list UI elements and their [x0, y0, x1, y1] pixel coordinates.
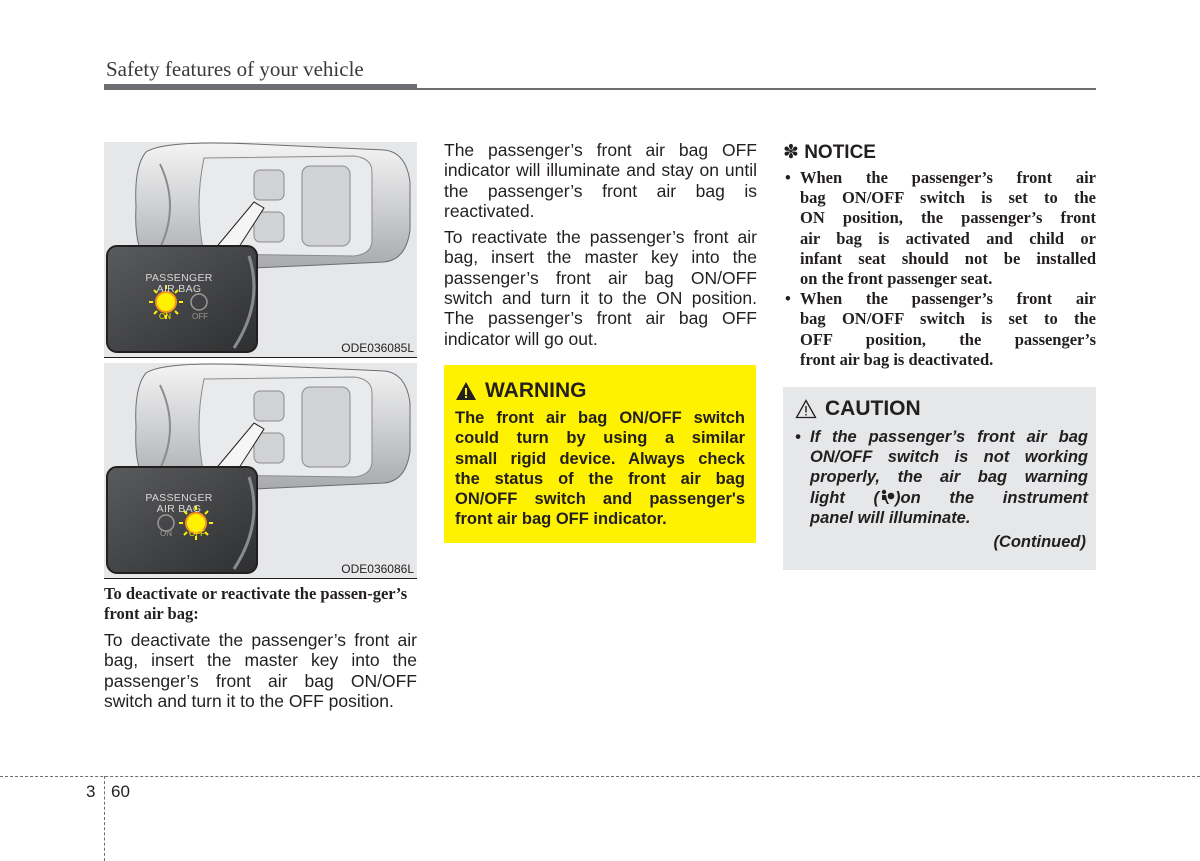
panel-label-line1: PASSENGER — [145, 272, 213, 284]
figure-airbag-off — [104, 363, 417, 578]
warning-box — [444, 365, 756, 543]
caution-line-part: light ( — [810, 488, 879, 507]
warning-line: The front air bag ON/OFF switch — [455, 409, 745, 427]
caution-triangle-icon — [795, 399, 817, 419]
bullet: • — [795, 428, 801, 446]
chapter-number: 3 — [86, 782, 96, 801]
on-label: ON — [159, 312, 171, 321]
on-label: ON — [160, 529, 172, 538]
figure-airbag-on — [104, 142, 417, 357]
warning-line: ON/OFF switch and passenger's — [455, 490, 745, 509]
deactivate-paragraph — [104, 630, 417, 717]
notice-line: OFF position, the passenger’s — [800, 329, 1096, 349]
caution-line-part: )on the instrument — [895, 488, 1089, 507]
caution-text — [793, 427, 1088, 528]
notice-line: bag ON/OFF switch is set to the — [800, 188, 1096, 208]
figure-rule — [104, 357, 417, 358]
notice-line: air bag is activated and child or — [800, 228, 1096, 248]
reactivate-section — [444, 140, 757, 355]
footer-dashed-divider — [104, 776, 105, 861]
warning-title — [455, 379, 587, 403]
on-indicator-lit-icon — [156, 292, 176, 312]
reactivate-paragraph: To reactivate the passenger’s front air bag, insert the master key into the passenger’s front air bag ON/OFF switch and turn it to the ON position. The passenger’s front air bag OFF indicator will go out. — [444, 227, 757, 349]
caution-line: ON/OFF switch is not working — [810, 448, 1088, 467]
caution-title-text: CAUTION — [825, 397, 921, 420]
header-rule-bar — [104, 84, 417, 90]
notice-title: ✽ NOTICE — [783, 142, 876, 163]
warning-line: could turn by using a similar — [455, 429, 745, 448]
bullet: • — [785, 168, 791, 187]
continued-label: (Continued) — [993, 533, 1086, 551]
figure-rule — [104, 578, 417, 579]
notice-list — [783, 168, 1096, 370]
panel-label-line1: PASSENGER — [145, 492, 213, 504]
caution-title — [795, 397, 921, 421]
figure-code: ODE036085L — [341, 341, 414, 355]
paragraph-text: To deactivate the passenger’s front air bag, insert the master key into the passenger’s front air bag ON/OFF switch and turn it to the OFF position. — [104, 630, 417, 711]
panel-label-line2: AIR BAG — [156, 503, 202, 515]
notice-item — [783, 289, 1096, 370]
car-top-view-illustration — [104, 142, 417, 357]
off-label: OFF — [189, 529, 205, 538]
notice-line: bag ON/OFF switch is set to the — [800, 309, 1096, 329]
panel-label-line2: AIR BAG — [156, 283, 202, 295]
section-title: Safety features of your vehicle — [106, 57, 364, 81]
off-label: OFF — [192, 312, 208, 321]
notice-line: When the passenger’s front air — [800, 168, 1096, 187]
caution-line — [793, 488, 1088, 508]
footer-dashed-rule — [0, 776, 1200, 777]
caution-line: panel will illuminate. — [810, 508, 971, 527]
notice-line: infant seat should not be installed — [800, 248, 1096, 268]
caution-line: properly, the air bag warning — [810, 468, 1088, 487]
warning-text — [455, 408, 745, 530]
off-indicator-paragraph: The passenger’s front air bag OFF indicator will illuminate and stay on until the passenger’s front air bag is reactivated. — [444, 140, 757, 221]
notice-item — [783, 168, 1096, 289]
figure-code: ODE036086L — [341, 562, 414, 576]
car-top-view-illustration — [104, 363, 417, 578]
bullet: • — [785, 289, 791, 309]
caution-box — [783, 387, 1096, 570]
warning-triangle-icon — [455, 381, 477, 401]
header-rule-line — [417, 88, 1096, 90]
notice-line: When the passenger’s front air — [800, 289, 1096, 309]
caution-line: If the passenger’s front air bag — [810, 428, 1088, 446]
airbag-warning-icon — [879, 489, 895, 505]
warning-title-text: WARNING — [485, 379, 587, 402]
warning-line: front air bag OFF indicator. — [455, 510, 667, 529]
warning-line: small rigid device. Always check — [455, 449, 745, 468]
notice-line: on the front passenger seat. — [800, 269, 993, 289]
page-number: 60 — [111, 782, 130, 801]
notice-line: front air bag is deactivated. — [800, 349, 994, 369]
deactivate-heading: To deactivate or reactivate the passen-ger’s front air bag: — [104, 584, 408, 623]
notice-line: ON position, the passenger’s front — [800, 208, 1096, 228]
warning-line: the status of the front air bag — [455, 469, 745, 488]
